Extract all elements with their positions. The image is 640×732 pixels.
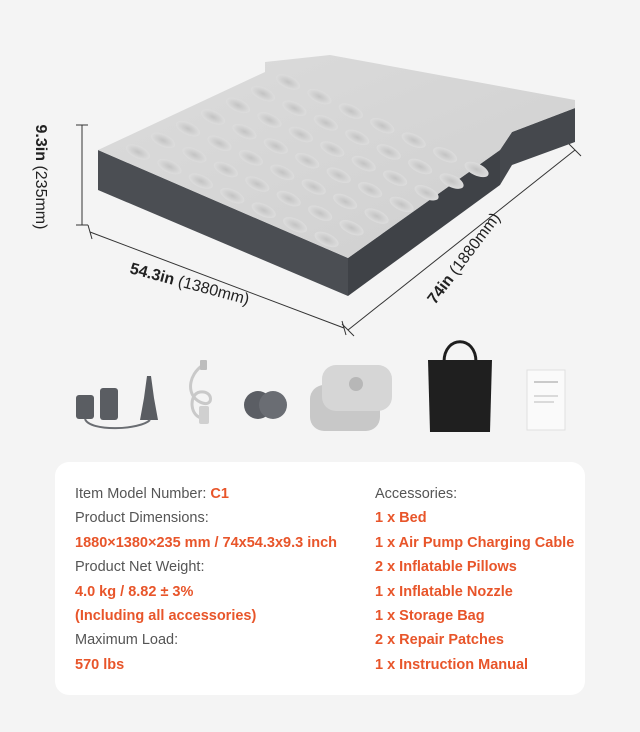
load-label: Maximum Load: [75,632,179,649]
dimensions-value: 1880×1380×235 mm / 74x54.3x9.3 inch [75,534,338,551]
accessory-item: 1 x Air Pump Charging Cable [375,534,575,551]
height-dimension-label [31,97,49,257]
length-sub: (1880mm) [446,209,504,279]
accessory-item: 1 x Instruction Manual [375,656,529,673]
model-value: C1 [210,486,229,502]
model-row [75,482,337,506]
specs-card [55,462,585,695]
width-main: 54.3in [128,260,177,289]
air-pump-nozzles-icon [76,376,158,428]
specs-right-column [375,482,574,677]
charging-cable-icon [191,360,211,424]
accessories-label: Accessories: [375,486,458,502]
length-main: 74in [424,271,458,308]
weight-label: Product Net Weight: [75,559,205,576]
accessory-item: 1 x Storage Bag [375,607,485,624]
accessory-item: 2 x Repair Patches [375,632,504,649]
repair-patches-icon [244,391,287,419]
inflatable-pillows-icon [310,365,392,431]
model-label: Item Model Number: [75,486,207,502]
accessory-item: 1 x Inflatable Nozzle [375,583,513,600]
weight-note: (Including all accessories) [75,607,257,624]
height-main: 9.3in [32,124,49,161]
width-sub: (1380mm) [176,273,251,309]
accessory-item: 2 x Inflatable Pillows [375,559,517,576]
storage-bag-icon [428,342,492,432]
instruction-manual-icon [527,370,565,430]
load-value: 570 lbs [75,656,125,673]
specs-left-column [75,482,337,677]
dimensions-label: Product Dimensions: [75,510,209,527]
accessory-item: 1 x Bed [375,510,427,527]
height-sub: (235mm) [32,165,49,230]
weight-value: 4.0 kg / 8.82 ± 3% [75,583,194,600]
